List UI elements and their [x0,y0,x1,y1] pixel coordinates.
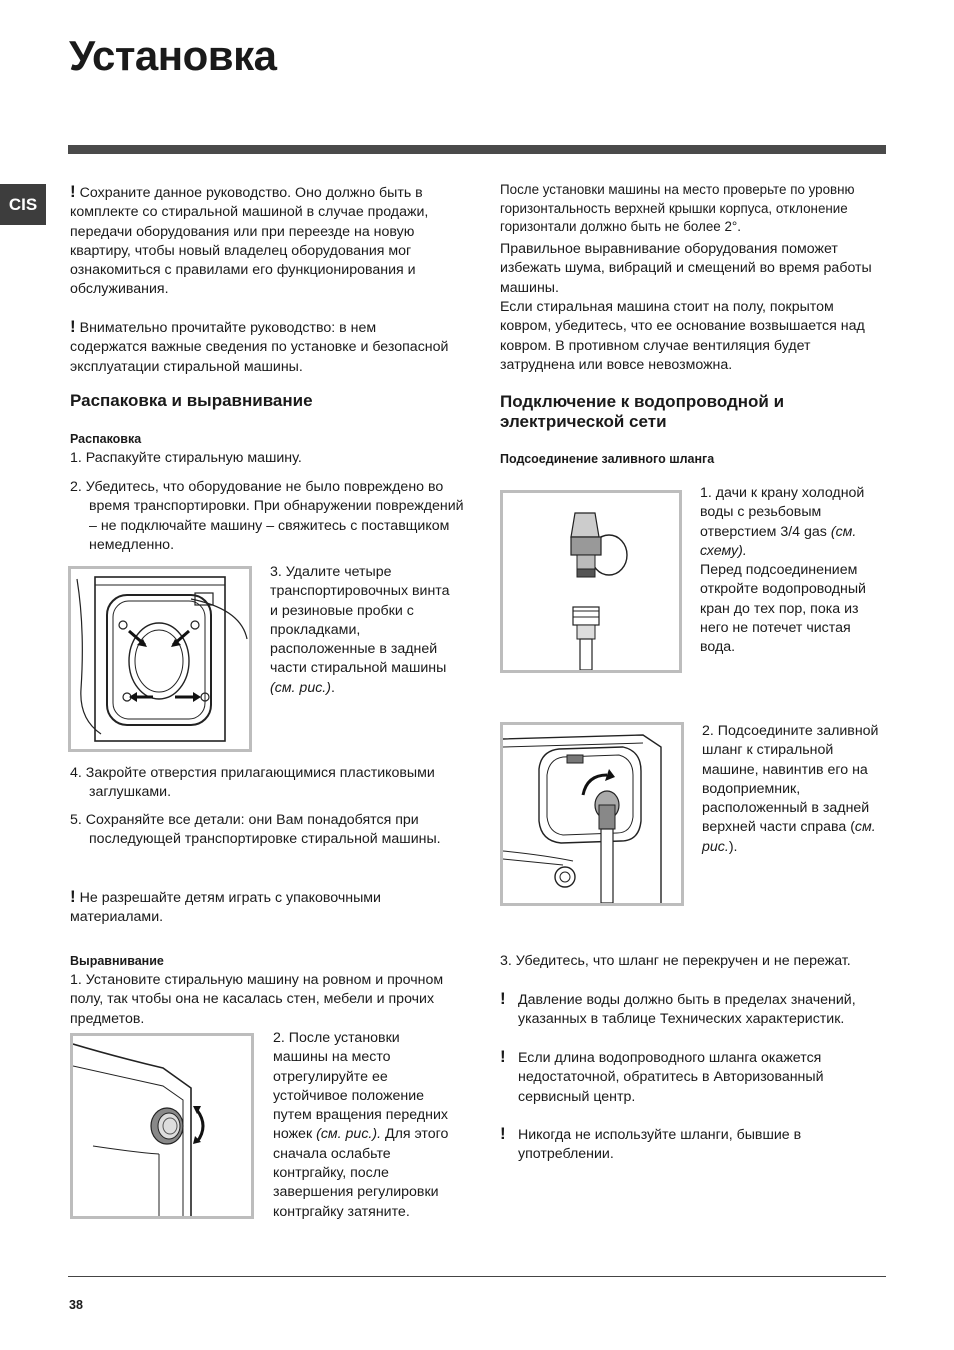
header-divider [68,145,886,154]
unpack-step-3: 3. Удалите четыре транспортировочных винта и резиновые пробки с прокладками, расположенные в задней части стиральной машины (см. рис.). [270,564,450,696]
hose-inlet-illustration [503,725,681,903]
exclamation-icon: ! [500,1047,506,1066]
level-step-1: 1. Установите стиральную машину на ровном и прочном полу, так чтобы она не касалась стен, мебели и прочих предметов. [70,972,444,1027]
exclamation-icon: ! [500,1124,506,1143]
figure-adjustable-foot [70,1033,254,1219]
hose-step-1: 1. дачи к крану холодной воды с резьбовым отверстием 3/4 gas (см. схему). Перед подсоединением откройте водопроводный кран до тех пор, пока из него не потечет чистая вода. [700,485,866,656]
unpack-step-2: 2. Убедитесь, что оборудование не было повреждено во время транспортировки. При обнаружении повреждений – не подключайте машину – свяжитесь с поставщиком немедленно. [70,479,464,553]
children-warning: ! Не разрешайте детям играть с упаковочными материалами. [70,887,381,926]
exclamation-icon: ! [70,887,76,906]
intro-note-1: ! Сохраните данное руководство. Оно должно быть в комплекте со стиральной машиной в случае продажи, передачи оборудования или при переезде на новую квартиру, чтобы новый владелец оборудования мог ознакомиться с правилами его функционирования и обслуживания. [70,182,429,298]
intro-note-2: ! Внимательно прочитайте руководство: в нем содержатся важные сведения по установке и безопасной эксплуатации стиральной машины. [70,317,449,375]
level-step-2: 2. После установки машины на место отрегулируйте ее устойчивое положение путем вращения передних ножек (см. рис.). Для этого сначала ослабьте контргайку, после завершения регулировки контргайку затяните. [273,1030,449,1220]
page-number: 38 [69,1298,83,1312]
hose-step-2: 2. Подсоедините заливной шланг к стиральной машине, навинтив его на водоприемник, расположенный в задней верхней части справа (см. рис.). [702,723,879,855]
foot-adjust-illustration [73,1036,251,1216]
level-check-paragraph: После установки машины на место проверьте по уровню горизонтальность верхней крышки корпуса, отклонение горизонтали должно быть не более 2°. [500,182,855,234]
subtitle-leveling: Выравнивание [70,954,164,968]
warning-hose-length: ! Если длина водопроводного шланга окажется недостаточной, обратитесь в Авторизованный сервисный центр. [500,1047,824,1105]
section-title-connection: Подключение к водопроводной и электрической сети [500,392,785,431]
unpack-step-5: 5. Сохраняйте все детали: они Вам понадобятся при последующей транспортировке стиральной машины. [70,812,441,848]
unpack-step-1: 1. Распакуйте стиральную машину. [70,450,302,466]
tap-hose-illustration [503,493,679,670]
figure-rear-transport-bolts [68,566,252,752]
section-title-unpacking: Распаковка и выравнивание [70,391,313,410]
washer-rear-illustration [71,569,249,749]
level-benefit-paragraph: Правильное выравнивание оборудования поможет избежать шума, вибраций и смещений во время работы машины. [500,241,872,296]
figure-hose-to-machine [500,722,684,906]
language-tab: CIS [0,184,46,225]
carpet-paragraph: Если стиральная машина стоит на полу, покрытом ковром, убедитесь, что ее основание возвышается над ковром. В противном случае вентиляция будет затруднена или вовсе невозможна. [500,299,865,373]
page-title: Установка [69,32,277,79]
subtitle-unpacking: Распаковка [70,432,142,446]
figure-tap-and-hose [500,490,682,673]
warning-pressure: ! Давление воды должно быть в пределах значений, указанных в таблице Технических характеристик. [500,989,856,1028]
subtitle-hose: Подсоединение заливного шланга [500,452,715,466]
exclamation-icon: ! [70,317,76,336]
exclamation-icon: ! [70,182,76,201]
hose-step-3: 3. Убедитесь, что шланг не перекручен и не пережат. [500,953,851,969]
footer-divider [68,1276,886,1277]
unpack-step-4: 4. Закройте отверстия прилагающимися пластиковыми заглушками. [70,765,435,801]
exclamation-icon: ! [500,989,506,1008]
warning-used-hoses: ! Никогда не используйте шланги, бывшие в употреблении. [500,1124,802,1163]
